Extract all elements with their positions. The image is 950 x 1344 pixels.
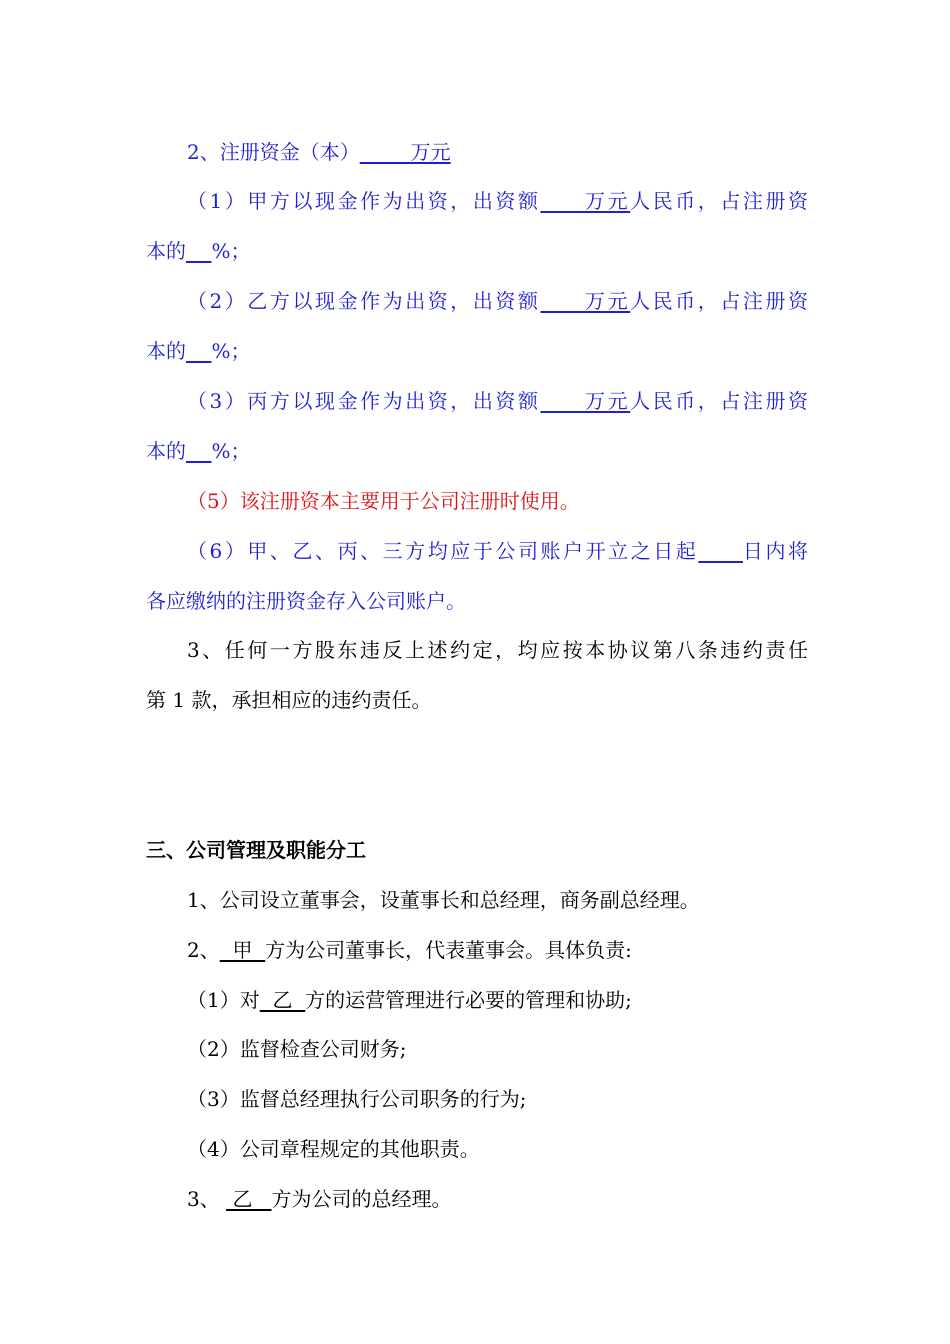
item-text: 人民币，占注册资 — [630, 189, 808, 213]
capital-item-3-line1 — [187, 386, 808, 416]
breach-line2: 第 1 款，承担相应的违约责任。 — [146, 688, 432, 712]
capital-item-1-line1 — [187, 186, 808, 216]
party-blank: 乙 — [259, 988, 306, 1012]
duty-4: （4）公司章程规定的其他职责。 — [187, 1137, 480, 1161]
capital-item-1-line2 — [146, 236, 808, 266]
item-text: 人民币，占注册资 — [630, 289, 808, 313]
item-text: 2、 — [187, 938, 220, 962]
duty-2: （2）监督检查公司财务; — [187, 1037, 407, 1061]
percent-blank — [186, 339, 211, 363]
capital-item-2-line1 — [187, 286, 808, 316]
management-item-1: 1、公司设立董事会，设董事长和总经理，商务副总经理。 — [187, 888, 700, 912]
capital-title-text: 2、注册资金（本） — [187, 140, 360, 164]
days-blank — [698, 539, 743, 563]
item-text: 方的运营管理进行必要的管理和协助; — [305, 988, 632, 1012]
item-text: （1）甲方以现金作为出资，出资额 — [187, 189, 541, 213]
capital-item-5: （5）该注册资本主要用于公司注册时使用。 — [187, 489, 580, 513]
party-blank: 甲 — [219, 938, 266, 962]
party-blank: 乙 — [226, 1187, 272, 1211]
amount-blank: 万元 — [540, 289, 631, 313]
item-text: 方为公司的总经理。 — [271, 1187, 452, 1211]
capital-item-6-line1 — [187, 536, 808, 566]
amount-blank: 万元 — [540, 189, 631, 213]
amount-blank: 万元 — [540, 389, 631, 413]
item-text: 3、 — [187, 1187, 227, 1211]
management-item-2 — [187, 935, 808, 965]
item-text: 本的 — [146, 439, 186, 463]
capital-title — [187, 137, 808, 167]
management-item-3 — [187, 1184, 808, 1214]
item-text: %； — [211, 439, 251, 463]
section-heading: 三、公司管理及职能分工 — [146, 838, 366, 862]
percent-blank — [186, 239, 211, 263]
duty-1 — [187, 985, 808, 1015]
item-text: %； — [211, 239, 251, 263]
capital-item-3-line2 — [146, 436, 808, 466]
capital-item-6-line2: 各应缴纳的注册资金存入公司账户。 — [146, 589, 466, 613]
capital-amount-blank: 万元 — [359, 140, 451, 164]
item-text: 人民币，占注册资 — [630, 389, 808, 413]
breach-line1: 3、任何一方股东违反上述约定，均应按本协议第八条违约责任 — [187, 638, 808, 662]
duty-3: （3）监督总经理执行公司职务的行为; — [187, 1087, 527, 1111]
item-text: 本的 — [146, 339, 186, 363]
item-text: （3）丙方以现金作为出资，出资额 — [187, 389, 541, 413]
item-text: （6）甲、乙、丙、三方均应于公司账户开立之日起 — [187, 539, 699, 563]
capital-item-2-line2 — [146, 336, 808, 366]
item-text: 日内将 — [742, 539, 809, 563]
item-text: 本的 — [146, 239, 186, 263]
item-text: 方为公司董事长，代表董事会。具体负责: — [265, 938, 632, 962]
item-text: （1）对 — [187, 988, 260, 1012]
item-text: （2）乙方以现金作为出资，出资额 — [187, 289, 541, 313]
item-text: %； — [211, 339, 251, 363]
percent-blank — [186, 439, 211, 463]
